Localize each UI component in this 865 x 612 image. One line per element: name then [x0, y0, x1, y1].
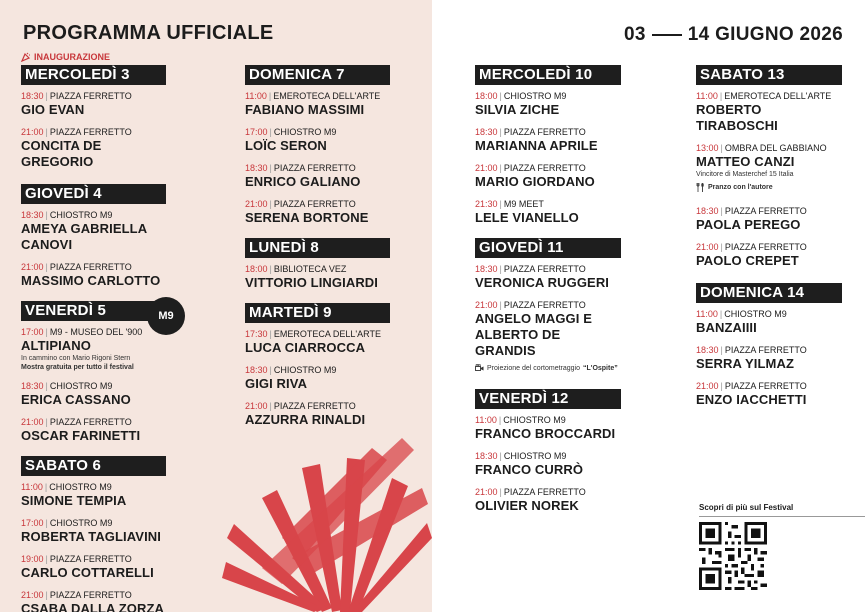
event-item: 18:30 | CHIOSTRO M9 ERICA CASSANO: [21, 381, 166, 408]
event-item: 19:00 | PIAZZA FERRETTO CARLO COTTARELLI: [21, 554, 166, 581]
day-header: VENERDÌ 12: [475, 389, 621, 409]
event-name: AMEYA GABRIELLA CANOVI: [21, 221, 147, 252]
column-4: [696, 65, 842, 417]
event-name: PAOLO CREPET: [696, 253, 799, 268]
event-item: 21:00 | PIAZZA FERRETTO ENZO IACCHETTI: [696, 381, 842, 408]
event-name: MATTEO CANZI: [696, 154, 795, 169]
m9-badge: M9: [147, 297, 185, 335]
event-name: ALTIPIANO: [21, 338, 91, 353]
event-note: Proiezione del cortometraggio “L'Ospite”: [475, 364, 618, 373]
inauguration-label: INAUGURAZIONE: [21, 51, 166, 63]
event-name: CARLO COTTARELLI: [21, 565, 154, 580]
event-name: FRANCO BROCCARDI: [475, 426, 616, 441]
event-name: PAOLA PEREGO: [696, 217, 801, 232]
festival-dates: [624, 24, 843, 46]
day-header: VENERDÌ 5: [21, 301, 166, 321]
event-name: BANZAIIII: [696, 320, 757, 335]
event-name: ROBERTA TAGLIAVINI: [21, 529, 161, 544]
event-item: 18:30 | PIAZZA FERRETTO GIO EVAN: [21, 91, 166, 118]
red-flower-illustration: [222, 428, 432, 612]
event-name: MASSIMO CARLOTTO: [21, 273, 161, 288]
column-1: [21, 51, 166, 612]
event-item: 21:00 | PIAZZA FERRETTO MASSIMO CARLOTTO: [21, 262, 166, 289]
event-name: LELE VIANELLO: [475, 210, 579, 225]
event-item: 11:00 | EMEROTECA DELL'ARTE FABIANO MASSIMI: [245, 91, 390, 118]
event-item: 18:30 | PIAZZA FERRETTO VERONICA RUGGERI: [475, 264, 621, 291]
event-name: MARIO GIORDANO: [475, 174, 595, 189]
event-name: OSCAR FARINETTI: [21, 428, 141, 443]
event-item: 21:00 | PIAZZA FERRETTO MARIO GIORDANO: [475, 163, 621, 190]
column-2: [245, 65, 390, 437]
event-name: ANGELO MAGGI E ALBERTO DE GRANDIS: [475, 311, 592, 358]
cutlery-icon: [696, 183, 705, 192]
event-item: 11:00 | CHIOSTRO M9 BANZAIIII: [696, 309, 842, 336]
event-name: SERRA YILMAZ: [696, 356, 794, 371]
event-name: OLIVIER NOREK: [475, 498, 579, 513]
event-name: ENZO IACCHETTI: [696, 392, 807, 407]
event-name: GIGI RIVA: [245, 376, 308, 391]
day-header: GIOVEDÌ 4: [21, 184, 166, 204]
day-header: LUNEDÌ 8: [245, 238, 390, 258]
event-name: MARIANNA APRILE: [475, 138, 598, 153]
event-name: AZZURRA RINALDI: [245, 412, 366, 427]
event-item: 11:00 | CHIOSTRO M9 SIMONE TEMPIA: [21, 482, 166, 509]
date-start: 03: [624, 24, 646, 45]
day-header: SABATO 13: [696, 65, 842, 85]
film-camera-icon: [475, 364, 484, 372]
event-item: 21:00 | PIAZZA FERRETTO CSABA DALLA ZORZA: [21, 590, 166, 612]
event-item: 11:00 | CHIOSTRO M9 FRANCO BROCCARDI: [475, 415, 621, 442]
event-item: 21:00 | PIAZZA FERRETTO OLIVIER NOREK: [475, 487, 621, 514]
event-name: VERONICA RUGGERI: [475, 275, 610, 290]
event-item: 18:30 | CHIOSTRO M9 GIGI RIVA: [245, 365, 390, 392]
event-item: 18:30 | PIAZZA FERRETTO PAOLA PEREGO: [696, 206, 842, 233]
event-note-bold: Mostra gratuita per tutto il festival: [21, 364, 134, 371]
qr-label: Scopri di più sul Festival: [699, 503, 794, 512]
page-title: PROGRAMMA UFFICIALE: [23, 22, 274, 44]
day-header: DOMENICA 14: [696, 283, 842, 303]
date-end: 14 GIUGNO 2026: [687, 24, 843, 45]
event-item: 21:00 | PIAZZA FERRETTO OSCAR FARINETTI: [21, 417, 166, 444]
event-name: SILVIA ZICHE: [475, 102, 560, 117]
day-header: MARTEDÌ 9: [245, 303, 390, 323]
event-item: 18:30 | PIAZZA FERRETTO ENRICO GALIANO: [245, 163, 390, 190]
event-item: 17:00 | CHIOSTRO M9 LOÏC SERON: [245, 127, 390, 154]
event-note: In cammino con Mario Rigoni Stern: [21, 355, 131, 362]
qr-code[interactable]: [699, 522, 767, 590]
event-item: 21:00 | PIAZZA FERRETTO SERENA BORTONE: [245, 199, 390, 226]
event-item: 21:00 | PIAZZA FERRETTO CONCITA DE GREGORIO: [21, 127, 166, 170]
event-item: 18:30 | CHIOSTRO M9 AMEYA GABRIELLA CANOVI: [21, 210, 166, 253]
event-item: 17:00 | M9 - MUSEO DEL '900 ALTIPIANO In cammino con Mario Rigoni Stern Mostra gratuita per tutto il festival: [21, 327, 166, 372]
event-item: 17:00 | CHIOSTRO M9 ROBERTA TAGLIAVINI: [21, 518, 166, 545]
day-header: DOMENICA 7: [245, 65, 390, 85]
event-name: CSABA DALLA ZORZA: [21, 601, 164, 612]
day-header: MERCOLEDÌ 10: [475, 65, 621, 85]
event-name: SERENA BORTONE: [245, 210, 369, 225]
event-note-bold: Pranzo con l'autore: [696, 183, 773, 192]
event-item: 21:00 | PIAZZA FERRETTO ANGELO MAGGI E ALBERTO DE GRANDIS Proiezione del cortometraggio “L'Ospite”: [475, 300, 618, 372]
event-name: LUCA CIARROCCA: [245, 340, 366, 355]
event-item: 18:00 | BIBLIOTECA VEZ VITTORIO LINGIARDI: [245, 264, 390, 291]
event-name: VITTORIO LINGIARDI: [245, 275, 379, 290]
event-item: 21:30 | M9 MEET LELE VIANELLO: [475, 199, 621, 226]
event-item: 18:00 | CHIOSTRO M9 SILVIA ZICHE: [475, 91, 621, 118]
event-name: ERICA CASSANO: [21, 392, 131, 407]
event-name: LOÏC SERON: [245, 138, 327, 153]
event-name: SIMONE TEMPIA: [21, 493, 127, 508]
column-3: [475, 65, 621, 523]
event-item: 21:00 | PIAZZA FERRETTO PAOLO CREPET: [696, 242, 842, 269]
event-name: ENRICO GALIANO: [245, 174, 361, 189]
event-name: GIO EVAN: [21, 102, 85, 117]
event-item: 18:30 | PIAZZA FERRETTO SERRA YILMAZ: [696, 345, 842, 372]
party-horn-icon: [21, 52, 31, 62]
divider: [699, 516, 865, 517]
event-name: FRANCO CURRÒ: [475, 462, 584, 477]
event-item: 13:00 | OMBRA DEL GABBIANO MATTEO CANZI Vincitore di Masterchef 15 Italia Pranzo con l'autore: [696, 143, 842, 197]
day-header: SABATO 6: [21, 456, 166, 476]
date-dash: [652, 34, 682, 36]
event-item: 17:30 | EMEROTECA DELL'ARTE LUCA CIARROCCA: [245, 329, 390, 356]
event-name: CONCITA DE GREGORIO: [21, 138, 102, 169]
event-item: 18:30 | CHIOSTRO M9 FRANCO CURRÒ: [475, 451, 621, 478]
event-name: ROBERTO TIRABOSCHI: [696, 102, 778, 133]
event-item: 21:00 | PIAZZA FERRETTO AZZURRA RINALDI: [245, 401, 390, 428]
event-item: 11:00 | EMEROTECA DELL'ARTE ROBERTO TIRABOSCHI: [696, 91, 842, 134]
day-header: MERCOLEDÌ 3: [21, 65, 166, 85]
event-name: FABIANO MASSIMI: [245, 102, 365, 117]
event-item: 18:30 | PIAZZA FERRETTO MARIANNA APRILE: [475, 127, 621, 154]
event-note: Vincitore di Masterchef 15 Italia: [696, 171, 794, 178]
day-header: GIOVEDÌ 11: [475, 238, 621, 258]
